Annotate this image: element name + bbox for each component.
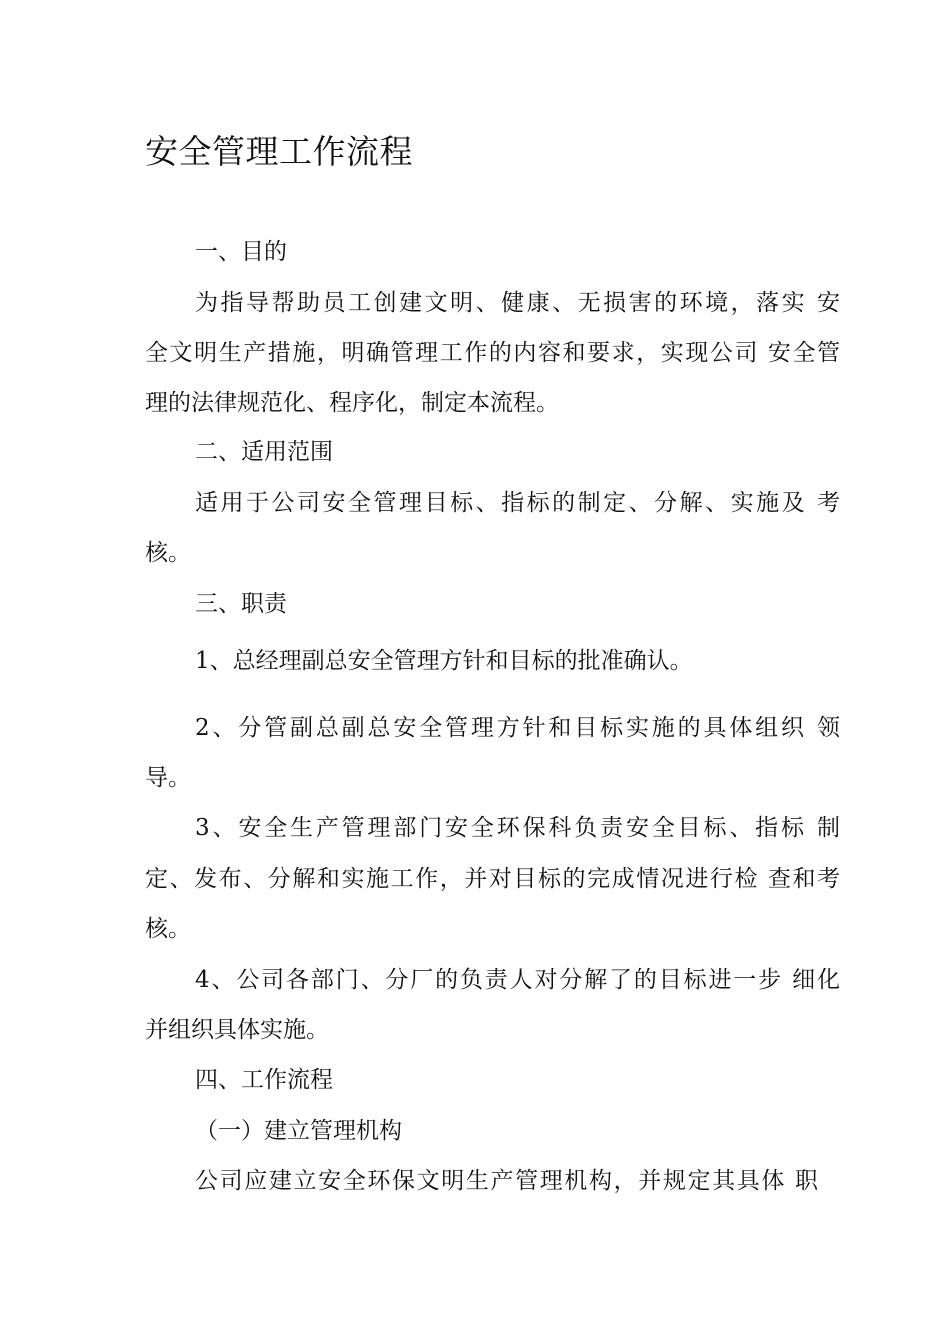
section-heading-purpose: 一、目的 [195,239,287,265]
list-item-continued: 并组织具体实施。 [145,1017,329,1043]
paragraph-line: 适用于公司安全管理目标、指标的制定、分解、实施及 考 [195,490,840,516]
document-title: 安全管理工作流程 [145,132,413,171]
list-item-continued: 导。 [145,765,191,791]
section-heading-workflow: 四、工作流程 [195,1067,333,1093]
section-heading-duties: 三、职责 [195,591,287,617]
section-heading-scope: 二、适用范围 [195,439,333,465]
list-item-continued: 核。 [145,916,191,942]
paragraph-line: 公司应建立安全环保文明生产管理机构，并规定其具体 职 [195,1168,818,1194]
paragraph-line: 为指导帮助员工创建文明、健康、无损害的环境，落实 安 [195,290,840,316]
paragraph-line: 理的法律规范化、程序化，制定本流程。 [145,390,559,416]
paragraph-line: 核。 [145,540,191,566]
list-item: 4、公司各部门、分厂的负责人对分解了的目标进一步 细化 [195,967,840,993]
subsection-heading: （一）建立管理机构 [195,1118,402,1144]
list-item: 3、安全生产管理部门安全环保科负责安全目标、指标 制 [195,815,840,841]
paragraph-line: 全文明生产措施，明确管理工作的内容和要求，实现公司 安全管 [145,340,840,366]
list-item: 1、总经理副总安全管理方针和目标的批准确认。 [195,648,693,674]
list-item: 2、分管副总副总安全管理方针和目标实施的具体组织 领 [195,715,840,741]
list-item-continued: 定、发布、分解和实施工作，并对目标的完成情况进行检 查和考 [145,866,840,892]
